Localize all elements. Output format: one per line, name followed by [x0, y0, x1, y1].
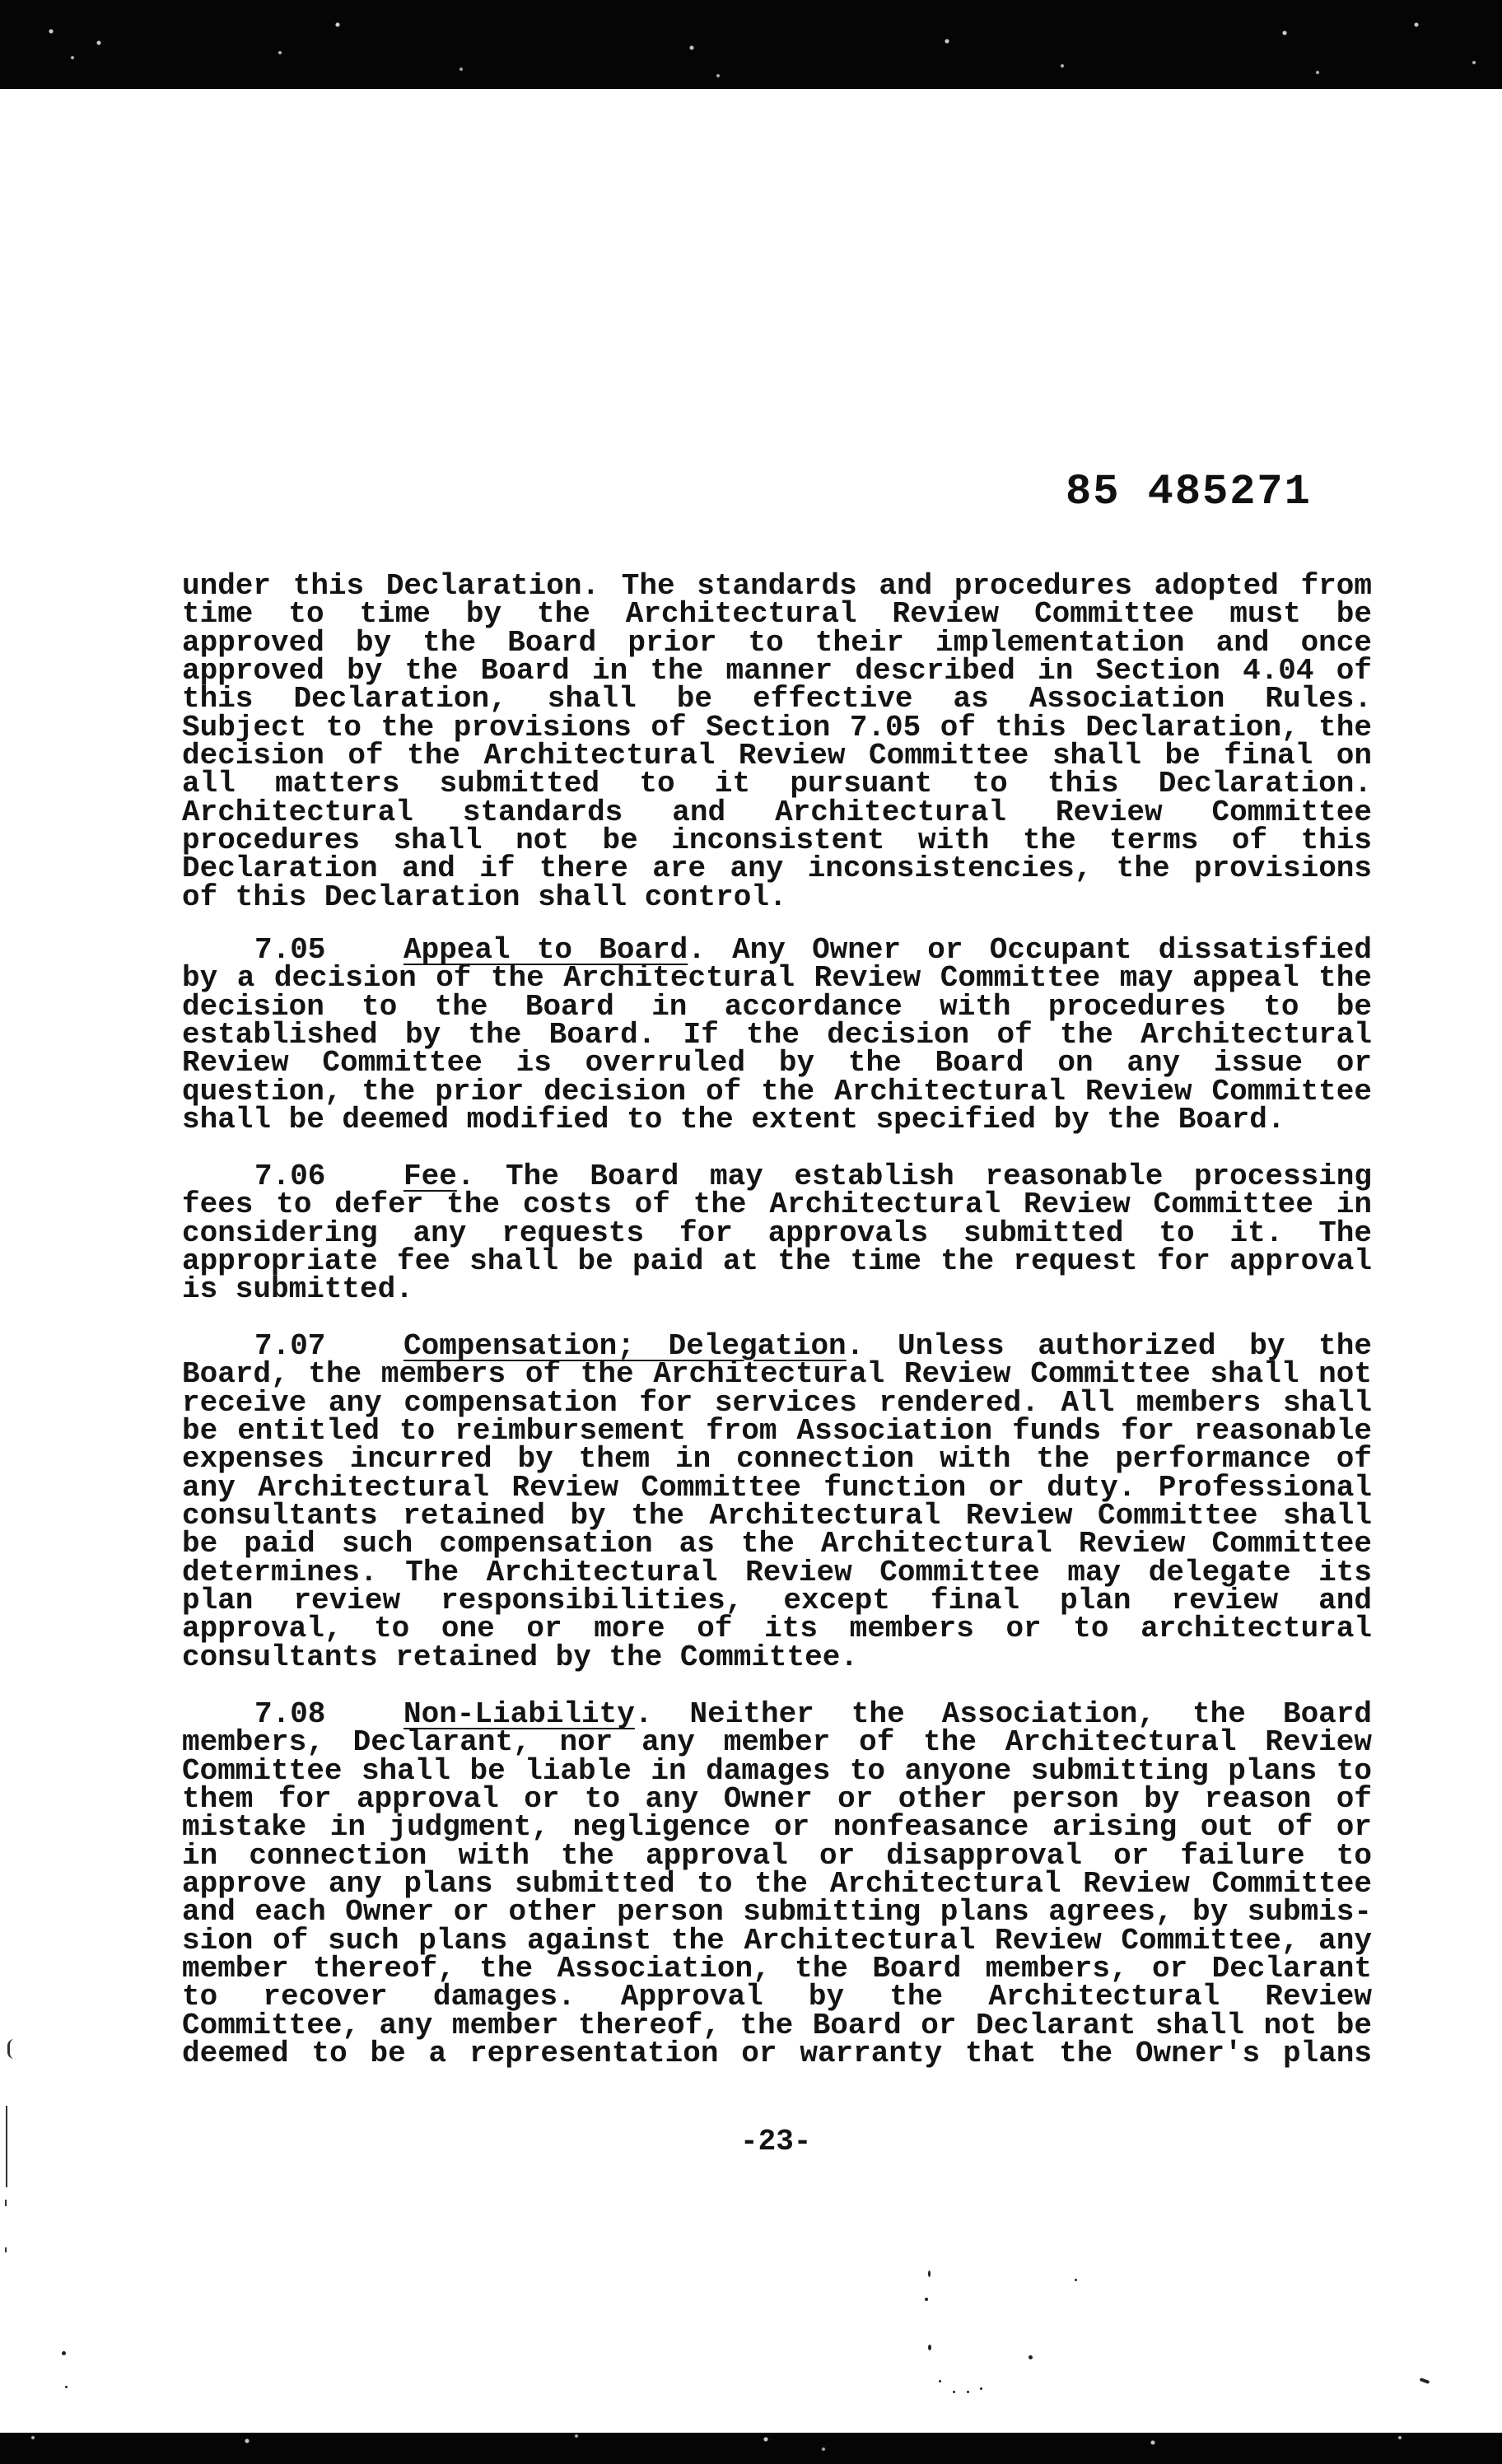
- section-heading: Non-Liability: [403, 1697, 635, 1731]
- text-line: is submitted.: [182, 1272, 413, 1307]
- text-line: Architectural standards and Architectural Review Committee: [182, 795, 1372, 829]
- text-line: approve any plans submitted to the Architectural Review Committee: [182, 1866, 1372, 1901]
- scan-speck: [62, 2351, 66, 2355]
- scan-border-bottom: [0, 2433, 1502, 2464]
- text-line: and each Owner or other person submitting plans agrees, by submis-: [182, 1895, 1372, 1930]
- text-line: to recover damages. Approval by the Architectural Review: [182, 1980, 1372, 2014]
- text-line: sion of such plans against the Architectural Review Committee, any: [182, 1923, 1372, 1958]
- text-line: mistake in judgment, negligence or nonfeasance arising out of or: [182, 1810, 1372, 1845]
- text-line: Review Committee is overruled by the Board on any issue or: [182, 1046, 1372, 1080]
- scan-speck: [65, 2386, 68, 2388]
- text-line: shall be deemed modified to the extent specified by the Board.: [182, 1102, 1285, 1136]
- section-number: 7.08: [254, 1697, 326, 1731]
- text-line: Subject to the provisions of Section 7.05 of this Declaration, the: [182, 710, 1372, 744]
- text-line: decision to the Board in accordance with procedures to be: [182, 989, 1372, 1024]
- scan-speck: [925, 2298, 928, 2301]
- text-line: approved by the Board in the manner described in Section 4.04 of: [182, 653, 1372, 688]
- text-line: under this Declaration. The standards and procedures adopted from: [182, 569, 1372, 603]
- text-line: members, Declarant, nor any member of the Architectural Review: [182, 1725, 1372, 1760]
- scan-edge-mark: [7, 2039, 16, 2059]
- text-line: fees to defer the costs of the Architectural Review Committee in: [182, 1188, 1372, 1222]
- text-line: consultants retained by the Committee.: [182, 1640, 858, 1674]
- scan-speck: [1029, 2355, 1033, 2359]
- scan-border-top: [0, 0, 1502, 89]
- scan-edge-mark: [5, 2247, 7, 2252]
- text-line: all matters submitted to it pursuant to this Declaration.: [182, 767, 1372, 801]
- text-line: by a decision of the Architectural Review Committee may appeal the: [182, 961, 1372, 996]
- section-first-line: [182, 933, 1372, 967]
- text-line: question, the prior decision of the Architectural Review Committee: [182, 1074, 1372, 1108]
- section-first-line: [182, 1697, 1372, 1731]
- paragraph-continuation: [182, 569, 1372, 914]
- document-number: 85 485271: [1066, 468, 1312, 516]
- text-line: procedures shall not be inconsistent with the terms of this: [182, 823, 1372, 857]
- text-line: approved by the Board prior to their implementation and once: [182, 625, 1372, 660]
- scan-edge-mark: [6, 2106, 7, 2187]
- page-number: -23-: [740, 2125, 812, 2158]
- text-line: Committee, any member thereof, the Board or Declarant shall not be: [182, 2008, 1372, 2042]
- section-7-07: [182, 1329, 1372, 1674]
- text-line: deemed to be a representation or warranty that the Owner's plans: [182, 2036, 1372, 2070]
- text-line: expenses incurred by them in connection with the performance of: [182, 1442, 1372, 1477]
- section-first-line-text: . Neither the Association, the Board: [634, 1697, 1372, 1731]
- text-line: any Architectural Review Committee function or duty. Professional: [182, 1470, 1372, 1505]
- section-number: 7.07: [254, 1329, 326, 1363]
- text-line: time to time by the Architectural Review Committee must be: [182, 597, 1372, 632]
- text-line: in connection with the approval or disapproval or failure to: [182, 1838, 1372, 1873]
- scan-speck: [928, 2270, 931, 2277]
- section-heading: Compensation; Delegation: [403, 1329, 847, 1363]
- text-line: consultants retained by the Architectural Review Committee shall: [182, 1498, 1372, 1533]
- text-line: Board, the members of the Architectural Review Committee shall not: [182, 1357, 1372, 1392]
- text-line: be entitled to reimbursement from Association funds for reasonable: [182, 1413, 1372, 1448]
- section-number: 7.05: [254, 933, 326, 967]
- scan-speck: [928, 2345, 931, 2350]
- section-7-05: [182, 933, 1372, 1136]
- text-line: considering any requests for approvals submitted to it. The: [182, 1216, 1372, 1250]
- section-7-06: [182, 1160, 1372, 1307]
- scan-speck: [953, 2391, 955, 2393]
- scan-speck: [967, 2391, 969, 2393]
- section-first-line-text: . Unless authorized by the: [846, 1329, 1372, 1363]
- section-first-line-text: . The Board may establish reasonable processing: [456, 1160, 1372, 1193]
- section-7-08: [182, 1697, 1372, 2070]
- text-line: determines. The Architectural Review Committee may delegate its: [182, 1555, 1372, 1589]
- text-line: appropriate fee shall be paid at the time the request for approval: [182, 1244, 1372, 1278]
- section-first-line: [182, 1329, 1372, 1363]
- text-line: this Declaration, shall be effective as Association Rules.: [182, 682, 1372, 716]
- text-line: of this Declaration shall control.: [182, 880, 787, 914]
- text-line: Committee shall be liable in damages to anyone submitting plans to: [182, 1753, 1372, 1788]
- text-line: decision of the Architectural Review Committee shall be final on: [182, 738, 1372, 772]
- text-line: plan review responsibilities, except final plan review and: [182, 1583, 1372, 1617]
- text-line: Declaration and if there are any inconsistencies, the provisions: [182, 852, 1372, 886]
- scan-speck: [1075, 2279, 1077, 2281]
- scan-speck: [1420, 2378, 1430, 2384]
- text-line: be paid such compensation as the Architectural Review Committee: [182, 1527, 1372, 1561]
- section-number: 7.06: [254, 1160, 326, 1193]
- section-first-line-text: . Any Owner or Occupant dissatisfied: [688, 933, 1372, 967]
- text-line: receive any compensation for services rendered. All members shall: [182, 1385, 1372, 1420]
- text-line: approval, to one or more of its members or to architectural: [182, 1612, 1372, 1646]
- text-line: them for approval or to any Owner or other person by reason of: [182, 1781, 1372, 1816]
- text-line: established by the Board. If the decision of the Architectural: [182, 1017, 1372, 1052]
- text-line: member thereof, the Association, the Board members, or Declarant: [182, 1951, 1372, 1986]
- section-heading: Fee: [403, 1160, 457, 1193]
- scan-speck: [980, 2387, 982, 2390]
- section-first-line: [182, 1160, 1372, 1193]
- section-heading: Appeal to Board: [403, 933, 688, 967]
- scan-edge-mark: [5, 2200, 7, 2206]
- scan-speck: [939, 2380, 941, 2382]
